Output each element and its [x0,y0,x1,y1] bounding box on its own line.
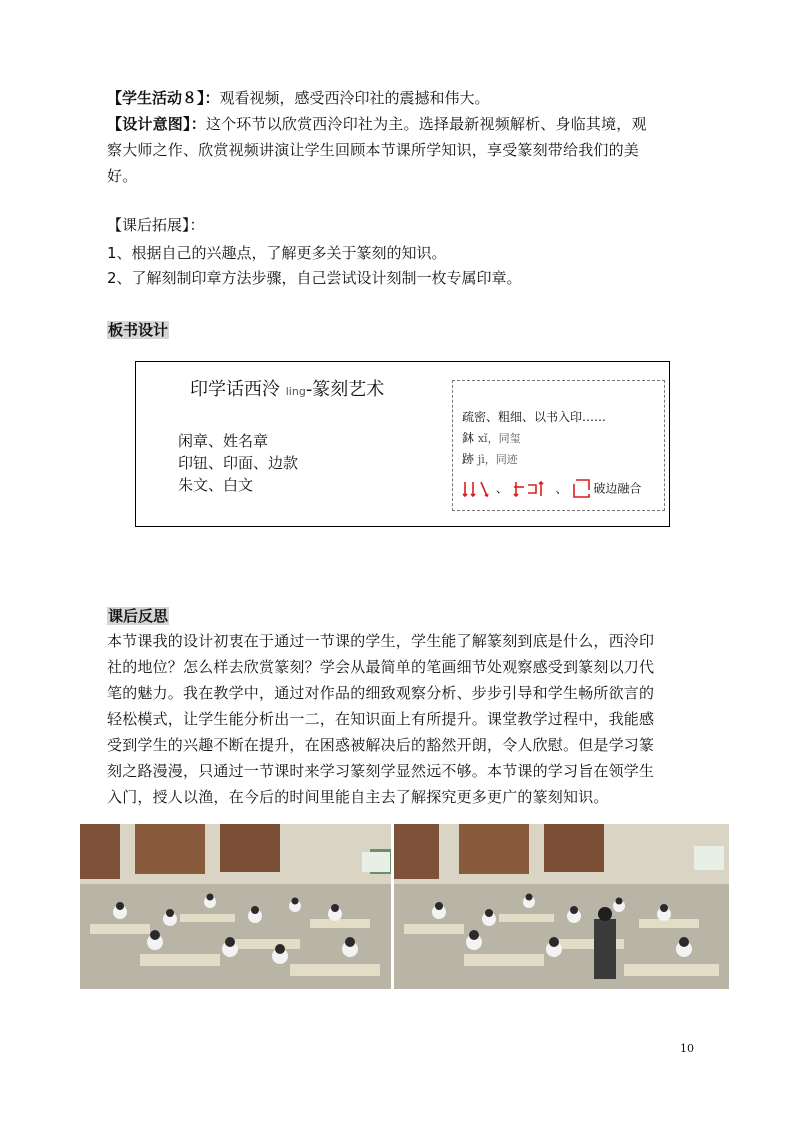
classroom-scene-right [394,824,729,989]
reflection-line: 本节课我的设计初衷在于通过一节课的学生，学生能了解篆刻到底是什么，西泠印 [107,632,655,650]
design-intent-line2: 察大师之作、欣赏视频讲演让学生回顾本节课所学知识，享受篆刻带给我们的美 [107,141,640,159]
board-title-main: 印学话西泠 [190,379,280,400]
reflection-line: 刻之路漫漫，只通过一节课时来学习篆刻学显然远不够。本节课的学习旨在领学生 [107,762,655,780]
inner-char-2-pinyin: jì [477,453,485,466]
board-design-box [135,361,670,527]
activity-line [107,88,490,108]
seal-separator-2: 、 [555,481,568,496]
inner-char-1: 鈢 [462,431,475,445]
board-title-tail: -篆刻艺术 [305,379,385,400]
inner-char-1-pinyin: xǐ [477,432,488,445]
seal-separator-1: 、 [495,481,508,496]
board-heading-text: 板书设计 [108,321,169,339]
reflection-line: 轻松模式，让学生能分析出一二，在知识面上有所提升。课堂教学过程中，我能感 [107,710,655,728]
inner-line-2 [462,429,521,446]
inner-char-2: 跡 [462,452,475,466]
extension-item-2: 2、了解刻制印章方法步骤，自己尝试设计刻制一枚专属印章。 [107,269,522,287]
board-item-3: 朱文、白文 [178,476,254,494]
seal-caption: 破边融合 [593,481,642,496]
extension-heading: 【课后拓展】： [107,216,205,234]
activity-label: 【学生活动８】： [107,89,220,107]
design-intent-line1: 这个环节以欣赏西泠印社为主。选择最新视频解析、身临其境，观 [205,115,647,133]
reflection-line: 受到学生的兴趣不断在提升，在困惑被解决后的豁然开朗，令人欣慰。但是学习篆 [107,736,655,754]
inner-line-1: 疏密、粗细、以书入印…… [462,410,607,424]
classroom-photo-right [394,824,729,989]
board-title [190,375,384,401]
inner-char-2-equiv: ，同迹 [484,453,518,466]
reflection-paragraph [107,628,691,810]
design-intent-block [107,111,691,189]
seal-example-row [462,478,641,500]
board-inner-box [452,380,665,511]
inner-line-3 [462,450,518,467]
seal-stroke-cross-icon [512,479,546,499]
reflection-line: 社的地位？怎么样去欣赏篆刻？学会从最简单的笔画细节处观察感受到篆刻以刀代 [107,658,655,676]
board-section-heading [107,320,169,340]
activity-text: 观看视频，感受西泠印社的震撼和伟大。 [219,89,490,107]
board-title-pinyin: ling [285,385,306,398]
board-item-2: 印钮、印面、边款 [178,454,299,472]
page-number: 10 [680,1042,694,1055]
reflection-line: 笔的魅力。我在教学中，通过对作品的细致观察分析、步步引导和学生畅所欲言的 [107,684,655,702]
classroom-scene-left [80,824,391,989]
seal-broken-border-icon [571,478,593,500]
design-intent-label: 【设计意图】： [107,115,206,133]
reflection-heading-line [107,606,169,626]
inner-char-1-equiv: ，同玺 [487,432,521,445]
board-item-1: 闲章、姓名章 [178,432,269,450]
reflection-line: 入门，授人以渔，在今后的时间里能自主去了解探究更多更广的篆刻知识。 [107,788,609,806]
seal-stroke-down-icon [462,479,492,499]
design-intent-line3: 好。 [107,167,138,185]
classroom-photo-left [80,824,391,989]
extension-item-1: 1、根据自己的兴趣点，了解更多关于篆刻的知识。 [107,244,447,262]
reflection-heading: 课后反思 [108,607,169,625]
